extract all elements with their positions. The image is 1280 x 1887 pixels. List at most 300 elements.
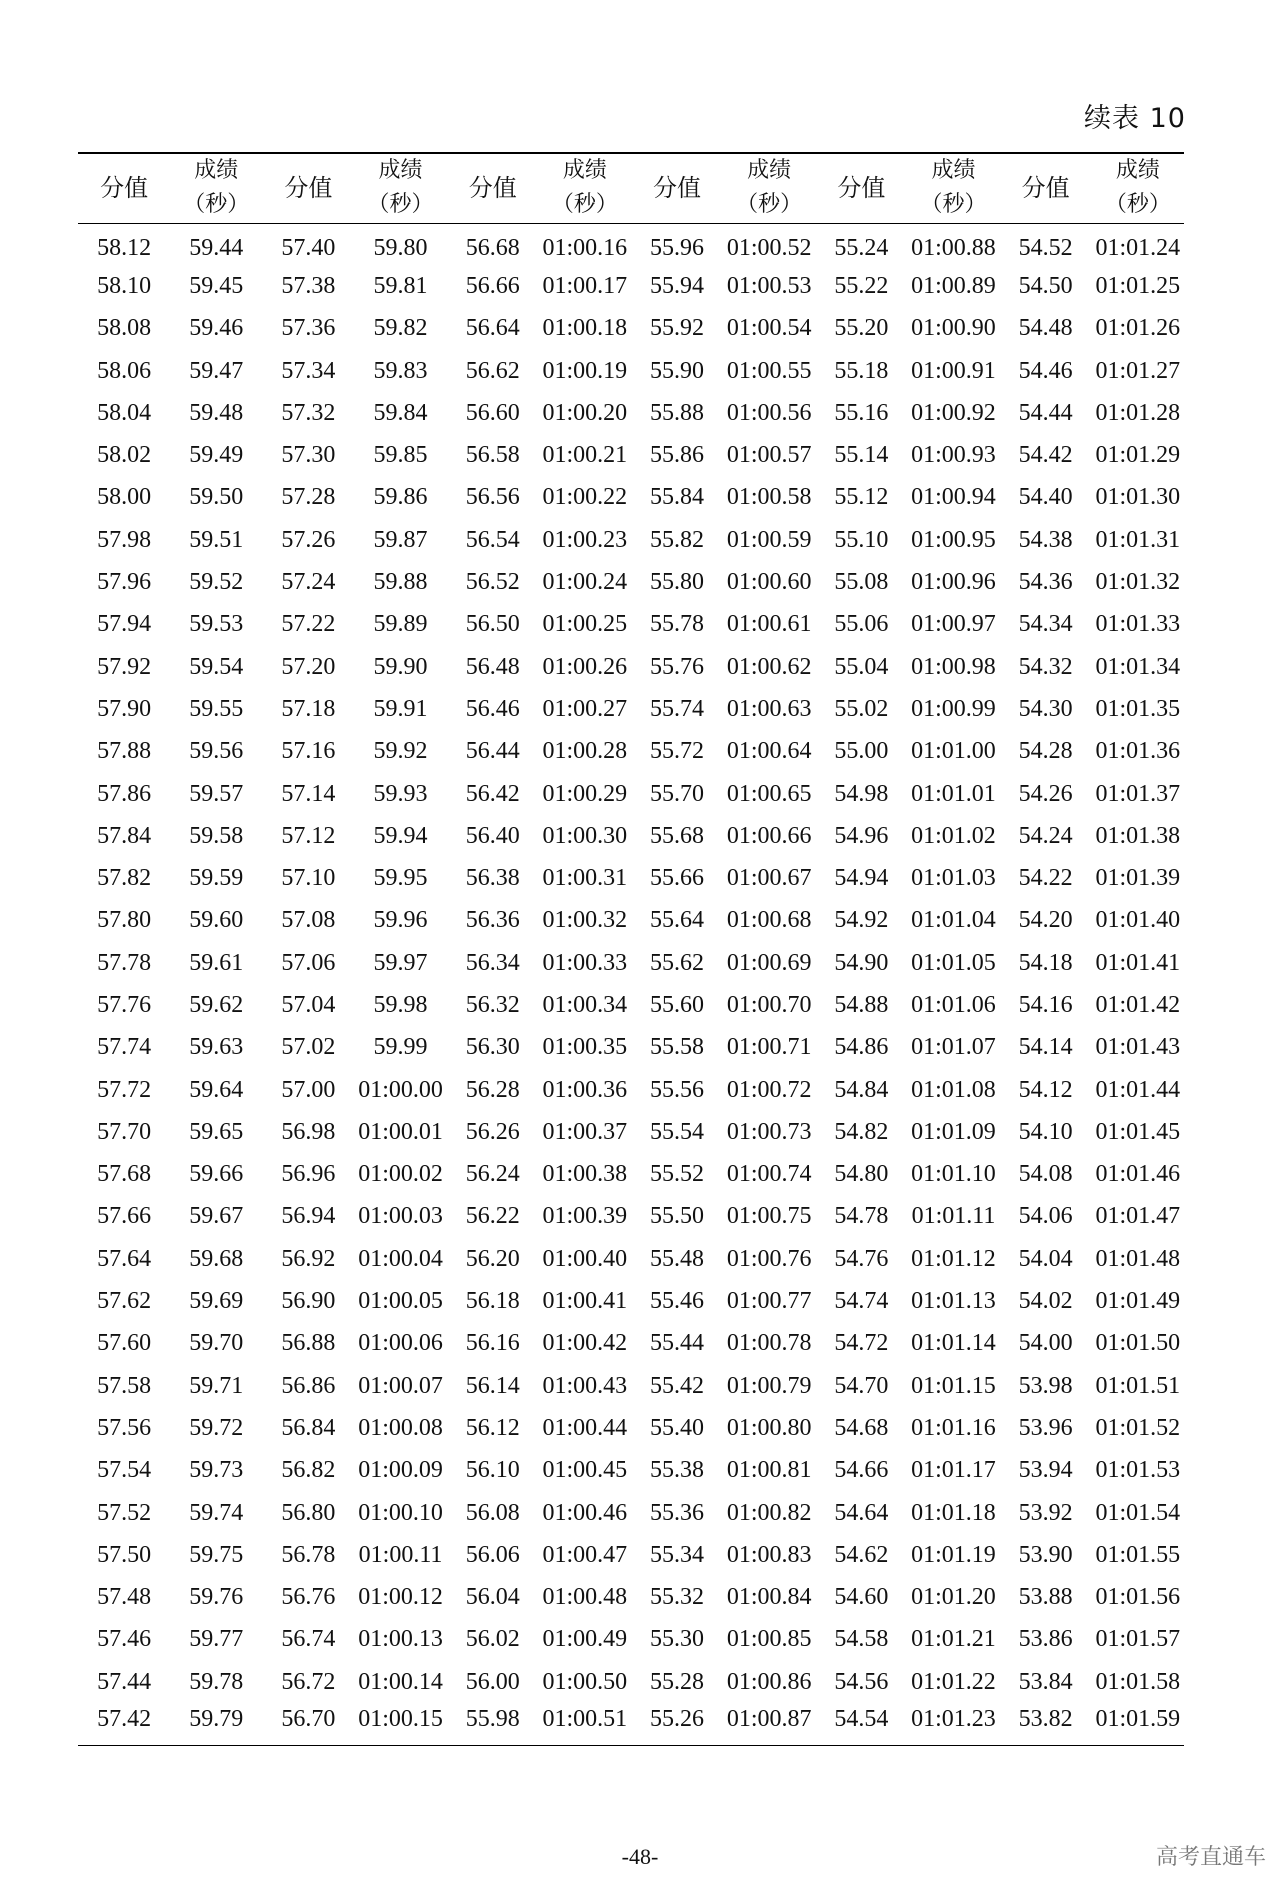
score-cell: 55.74 xyxy=(650,695,705,722)
score-cell: 54.48 xyxy=(1018,315,1073,342)
time-cell: 01:01.27 xyxy=(1095,357,1181,384)
score-cell: 55.94 xyxy=(650,272,705,299)
time-cell: 01:01.38 xyxy=(1095,822,1181,849)
time-cell: 59.52 xyxy=(189,569,244,596)
score-cell: 54.74 xyxy=(834,1288,889,1315)
time-cell: 01:00.36 xyxy=(542,1076,628,1103)
time-cell: 59.58 xyxy=(189,822,244,849)
header-score: 分值 xyxy=(631,153,723,223)
time-cell: 01:00.15 xyxy=(354,1703,446,1745)
table-row xyxy=(78,1111,1184,1153)
score-cell: 53.88 xyxy=(1018,1584,1073,1611)
score-cell: 54.86 xyxy=(834,1034,889,1061)
table-row xyxy=(78,1323,1184,1365)
score-cell: 56.34 xyxy=(465,949,520,976)
time-cell: 59.85 xyxy=(373,442,428,469)
score-cell: 54.08 xyxy=(1018,1161,1073,1188)
score-cell: 56.40 xyxy=(465,822,520,849)
score-cell: 54.70 xyxy=(834,1372,889,1399)
score-cell: 57.54 xyxy=(97,1457,152,1484)
time-cell: 01:00.62 xyxy=(726,653,812,680)
score-cell: 55.20 xyxy=(834,315,889,342)
score-cell: 55.04 xyxy=(834,653,889,680)
score-cell: 55.34 xyxy=(650,1541,705,1568)
table-row xyxy=(78,350,1184,392)
time-cell: 01:00.47 xyxy=(542,1541,628,1568)
time-cell: 59.53 xyxy=(189,611,244,638)
time-cell: 01:00.84 xyxy=(726,1584,812,1611)
time-cell: 01:00.39 xyxy=(542,1203,628,1230)
score-cell: 57.26 xyxy=(281,526,336,553)
time-cell: 01:01.05 xyxy=(911,949,996,976)
time-cell: 01:00.21 xyxy=(542,442,628,469)
score-cell: 57.44 xyxy=(97,1668,152,1695)
time-cell: 01:01.59 xyxy=(1092,1703,1184,1745)
time-cell: 01:00.23 xyxy=(542,526,628,553)
time-cell: 01:01.09 xyxy=(911,1118,996,1145)
time-cell: 01:00.93 xyxy=(911,442,996,469)
score-cell: 56.04 xyxy=(465,1584,520,1611)
score-cell: 54.66 xyxy=(834,1457,889,1484)
score-cell: 53.86 xyxy=(1018,1626,1073,1653)
time-cell: 59.93 xyxy=(373,780,428,807)
time-cell: 01:00.05 xyxy=(358,1288,443,1315)
time-cell: 01:01.55 xyxy=(1095,1541,1181,1568)
time-cell: 01:00.63 xyxy=(726,695,812,722)
score-cell: 56.70 xyxy=(262,1703,354,1745)
time-cell: 59.64 xyxy=(189,1076,244,1103)
score-cell: 56.30 xyxy=(465,1034,520,1061)
score-cell: 57.22 xyxy=(281,611,336,638)
time-cell: 01:00.61 xyxy=(726,611,812,638)
score-cell: 55.18 xyxy=(834,357,889,384)
table-row xyxy=(78,434,1184,476)
score-cell: 55.42 xyxy=(650,1372,705,1399)
score-cell: 56.14 xyxy=(465,1372,520,1399)
header-time-unit: （秒） xyxy=(183,192,250,218)
time-cell: 01:00.69 xyxy=(726,949,812,976)
time-cell: 01:00.82 xyxy=(726,1499,812,1526)
score-cell: 54.14 xyxy=(1018,1034,1073,1061)
score-cell: 56.06 xyxy=(465,1541,520,1568)
time-cell: 01:00.19 xyxy=(542,357,628,384)
time-cell: 01:01.39 xyxy=(1095,865,1181,892)
time-cell: 01:00.57 xyxy=(726,442,812,469)
time-cell: 01:01.29 xyxy=(1095,442,1181,469)
header-time-unit: （秒） xyxy=(920,192,987,218)
time-cell: 01:00.65 xyxy=(726,780,812,807)
time-cell: 59.82 xyxy=(373,315,428,342)
time-cell: 01:00.92 xyxy=(911,399,996,426)
score-cell: 54.52 xyxy=(1018,234,1073,261)
time-cell: 01:00.73 xyxy=(726,1118,812,1145)
time-cell: 01:00.02 xyxy=(358,1161,443,1188)
time-cell: 01:00.89 xyxy=(911,272,996,299)
score-cell: 55.02 xyxy=(834,695,889,722)
time-cell: 01:00.81 xyxy=(726,1457,812,1484)
score-cell: 56.68 xyxy=(465,234,520,261)
score-cell: 54.92 xyxy=(834,907,889,934)
score-cell: 55.46 xyxy=(650,1288,705,1315)
time-cell: 01:00.06 xyxy=(358,1330,443,1357)
score-cell: 55.80 xyxy=(650,569,705,596)
table-row xyxy=(78,1703,1184,1745)
time-cell: 01:00.78 xyxy=(726,1330,812,1357)
time-cell: 01:01.44 xyxy=(1095,1076,1181,1103)
score-cell: 55.84 xyxy=(650,484,705,511)
time-cell: 01:01.42 xyxy=(1095,991,1181,1018)
header-score: 分值 xyxy=(262,153,354,223)
score-cell: 54.56 xyxy=(834,1668,889,1695)
time-cell: 01:00.03 xyxy=(358,1203,443,1230)
score-cell: 57.10 xyxy=(281,865,336,892)
time-cell: 01:00.94 xyxy=(911,484,996,511)
score-cell: 55.14 xyxy=(834,442,889,469)
score-cell: 56.64 xyxy=(465,315,520,342)
score-cell: 54.90 xyxy=(834,949,889,976)
time-cell: 59.88 xyxy=(373,569,428,596)
header-score: 分值 xyxy=(815,153,907,223)
time-cell: 01:00.34 xyxy=(542,991,628,1018)
time-cell: 01:00.32 xyxy=(542,907,628,934)
time-cell: 59.97 xyxy=(373,949,428,976)
time-cell: 59.90 xyxy=(373,653,428,680)
time-cell: 01:01.26 xyxy=(1095,315,1181,342)
time-cell: 01:01.16 xyxy=(911,1414,996,1441)
time-cell: 59.84 xyxy=(373,399,428,426)
time-cell: 59.73 xyxy=(189,1457,244,1484)
time-cell: 59.49 xyxy=(189,442,244,469)
score-cell: 56.92 xyxy=(281,1245,336,1272)
header-time xyxy=(539,153,631,223)
time-cell: 01:01.13 xyxy=(911,1288,996,1315)
score-cell: 57.52 xyxy=(97,1499,152,1526)
score-cell: 54.62 xyxy=(834,1541,889,1568)
time-cell: 01:01.23 xyxy=(907,1703,999,1745)
score-cell: 57.78 xyxy=(97,949,152,976)
header-time xyxy=(1092,153,1184,223)
time-cell: 01:00.85 xyxy=(726,1626,812,1653)
time-cell: 01:00.87 xyxy=(723,1703,815,1745)
time-cell: 01:00.54 xyxy=(726,315,812,342)
header-time xyxy=(907,153,999,223)
score-cell: 57.92 xyxy=(97,653,152,680)
score-cell: 55.82 xyxy=(650,526,705,553)
time-cell: 01:00.20 xyxy=(542,399,628,426)
table-row xyxy=(78,519,1184,561)
score-cell: 56.82 xyxy=(281,1457,336,1484)
header-time-unit: （秒） xyxy=(551,192,618,218)
score-cell: 57.62 xyxy=(97,1288,152,1315)
score-cell: 54.40 xyxy=(1018,484,1073,511)
score-cell: 55.78 xyxy=(650,611,705,638)
score-cell: 54.94 xyxy=(834,865,889,892)
score-cell: 57.90 xyxy=(97,695,152,722)
score-cell: 53.84 xyxy=(1018,1668,1073,1695)
score-cell: 54.68 xyxy=(834,1414,889,1441)
time-cell: 01:01.10 xyxy=(911,1161,996,1188)
table-row xyxy=(78,1577,1184,1619)
score-cell: 55.22 xyxy=(834,272,889,299)
score-cell: 56.88 xyxy=(281,1330,336,1357)
score-cell: 57.06 xyxy=(281,949,336,976)
time-cell: 01:01.03 xyxy=(911,865,996,892)
time-cell: 01:00.44 xyxy=(542,1414,628,1441)
time-cell: 01:00.26 xyxy=(542,653,628,680)
table-row xyxy=(78,561,1184,603)
time-cell: 01:00.58 xyxy=(726,484,812,511)
time-cell: 01:00.08 xyxy=(358,1414,443,1441)
score-cell: 56.36 xyxy=(465,907,520,934)
score-cell: 57.46 xyxy=(97,1626,152,1653)
time-cell: 01:00.52 xyxy=(726,234,812,261)
score-cell: 54.82 xyxy=(834,1118,889,1145)
score-cell: 55.30 xyxy=(650,1626,705,1653)
score-cell: 56.66 xyxy=(465,272,520,299)
time-cell: 01:00.71 xyxy=(726,1034,812,1061)
score-cell: 54.58 xyxy=(834,1626,889,1653)
header-score: 分值 xyxy=(78,153,170,223)
score-cell: 58.08 xyxy=(97,315,152,342)
score-cell: 56.96 xyxy=(281,1161,336,1188)
time-cell: 01:00.59 xyxy=(726,526,812,553)
score-cell: 56.16 xyxy=(465,1330,520,1357)
score-cell: 58.12 xyxy=(97,234,152,261)
time-cell: 59.57 xyxy=(189,780,244,807)
score-cell: 57.58 xyxy=(97,1372,152,1399)
time-cell: 01:00.66 xyxy=(726,822,812,849)
header-score: 分值 xyxy=(447,153,539,223)
score-cell: 56.02 xyxy=(465,1626,520,1653)
time-cell: 01:00.24 xyxy=(542,569,628,596)
time-cell: 01:00.74 xyxy=(726,1161,812,1188)
score-cell: 53.94 xyxy=(1018,1457,1073,1484)
time-cell: 59.77 xyxy=(189,1626,244,1653)
time-cell: 59.56 xyxy=(189,738,244,765)
score-cell: 57.32 xyxy=(281,399,336,426)
time-cell: 59.99 xyxy=(373,1034,428,1061)
time-cell: 59.74 xyxy=(189,1499,244,1526)
time-cell: 01:00.25 xyxy=(542,611,628,638)
score-cell: 56.72 xyxy=(281,1668,336,1695)
time-cell: 59.63 xyxy=(189,1034,244,1061)
score-cell: 56.12 xyxy=(465,1414,520,1441)
time-cell: 01:00.56 xyxy=(726,399,812,426)
score-cell: 54.10 xyxy=(1018,1118,1073,1145)
table-row xyxy=(78,646,1184,688)
score-cell: 56.18 xyxy=(465,1288,520,1315)
table-row xyxy=(78,1196,1184,1238)
header-time-label: 成绩 xyxy=(931,158,976,184)
time-cell: 59.69 xyxy=(189,1288,244,1315)
time-cell: 01:01.37 xyxy=(1095,780,1181,807)
time-cell: 01:00.98 xyxy=(911,653,996,680)
time-cell: 01:00.33 xyxy=(542,949,628,976)
score-cell: 57.94 xyxy=(97,611,152,638)
score-cell: 54.22 xyxy=(1018,865,1073,892)
score-cell: 54.30 xyxy=(1018,695,1073,722)
score-cell: 57.60 xyxy=(97,1330,152,1357)
time-cell: 01:00.22 xyxy=(542,484,628,511)
time-cell: 59.51 xyxy=(189,526,244,553)
time-cell: 59.44 xyxy=(189,234,244,261)
table-row xyxy=(78,1661,1184,1703)
time-cell: 01:00.80 xyxy=(726,1414,812,1441)
score-cell: 54.72 xyxy=(834,1330,889,1357)
time-cell: 01:01.20 xyxy=(911,1584,996,1611)
score-cell: 54.32 xyxy=(1018,653,1073,680)
table-row xyxy=(78,900,1184,942)
time-cell: 59.70 xyxy=(189,1330,244,1357)
time-cell: 01:01.08 xyxy=(911,1076,996,1103)
score-cell: 57.36 xyxy=(281,315,336,342)
score-cell: 53.98 xyxy=(1018,1372,1073,1399)
header-time-unit: （秒） xyxy=(367,192,434,218)
score-cell: 57.08 xyxy=(281,907,336,934)
time-cell: 59.79 xyxy=(170,1703,262,1745)
table-row xyxy=(78,1619,1184,1661)
time-cell: 59.92 xyxy=(373,738,428,765)
time-cell: 01:01.34 xyxy=(1095,653,1181,680)
time-cell: 01:00.96 xyxy=(911,569,996,596)
time-cell: 01:00.86 xyxy=(726,1668,812,1695)
time-cell: 01:00.49 xyxy=(542,1626,628,1653)
score-cell: 54.64 xyxy=(834,1499,889,1526)
time-cell: 01:01.30 xyxy=(1095,484,1181,511)
score-cell: 55.96 xyxy=(650,234,705,261)
score-cell: 56.78 xyxy=(281,1541,336,1568)
score-cell: 56.62 xyxy=(465,357,520,384)
score-cell: 56.48 xyxy=(465,653,520,680)
time-cell: 01:00.72 xyxy=(726,1076,812,1103)
table-row xyxy=(78,308,1184,350)
score-cell: 56.90 xyxy=(281,1288,336,1315)
time-cell: 01:00.07 xyxy=(358,1372,443,1399)
time-cell: 01:00.70 xyxy=(726,991,812,1018)
score-cell: 57.12 xyxy=(281,822,336,849)
time-cell: 01:01.33 xyxy=(1095,611,1181,638)
score-cell: 55.66 xyxy=(650,865,705,892)
time-cell: 01:00.97 xyxy=(911,611,996,638)
table-row xyxy=(78,1407,1184,1449)
score-cell: 57.70 xyxy=(97,1118,152,1145)
score-cell: 55.10 xyxy=(834,526,889,553)
header-time-label: 成绩 xyxy=(747,158,792,184)
time-cell: 59.68 xyxy=(189,1245,244,1272)
time-cell: 01:00.79 xyxy=(726,1372,812,1399)
time-cell: 01:01.36 xyxy=(1095,738,1181,765)
table-row xyxy=(78,773,1184,815)
score-cell: 57.28 xyxy=(281,484,336,511)
time-cell: 01:00.90 xyxy=(911,315,996,342)
score-cell: 56.80 xyxy=(281,1499,336,1526)
time-cell: 01:00.60 xyxy=(726,569,812,596)
table-row xyxy=(78,1492,1184,1534)
time-cell: 59.62 xyxy=(189,991,244,1018)
time-cell: 01:00.48 xyxy=(542,1584,628,1611)
score-cell: 55.32 xyxy=(650,1584,705,1611)
time-cell: 59.87 xyxy=(373,526,428,553)
time-cell: 59.98 xyxy=(373,991,428,1018)
time-cell: 59.67 xyxy=(189,1203,244,1230)
table-row xyxy=(78,265,1184,307)
score-cell: 56.86 xyxy=(281,1372,336,1399)
table-row xyxy=(78,1280,1184,1322)
table-row xyxy=(78,1534,1184,1576)
time-cell: 59.91 xyxy=(373,695,428,722)
score-cell: 57.96 xyxy=(97,569,152,596)
score-cell: 57.76 xyxy=(97,991,152,1018)
score-cell: 54.42 xyxy=(1018,442,1073,469)
time-cell: 01:01.52 xyxy=(1095,1414,1181,1441)
header-time-label: 成绩 xyxy=(378,158,423,184)
time-cell: 01:01.54 xyxy=(1095,1499,1181,1526)
score-cell: 58.00 xyxy=(97,484,152,511)
time-cell: 01:00.68 xyxy=(726,907,812,934)
score-cell: 54.50 xyxy=(1018,272,1073,299)
time-cell: 59.75 xyxy=(189,1541,244,1568)
table-row xyxy=(78,815,1184,857)
score-cell: 56.28 xyxy=(465,1076,520,1103)
header-time-unit: （秒） xyxy=(736,192,803,218)
time-cell: 59.55 xyxy=(189,695,244,722)
score-cell: 55.28 xyxy=(650,1668,705,1695)
score-cell: 57.20 xyxy=(281,653,336,680)
time-cell: 59.45 xyxy=(189,272,244,299)
score-cell: 56.22 xyxy=(465,1203,520,1230)
header-time-unit: （秒） xyxy=(1104,192,1171,218)
score-cell: 55.92 xyxy=(650,315,705,342)
score-cell: 55.58 xyxy=(650,1034,705,1061)
time-cell: 01:00.00 xyxy=(358,1076,443,1103)
time-cell: 01:00.43 xyxy=(542,1372,628,1399)
score-table xyxy=(78,152,1184,1746)
score-cell: 54.54 xyxy=(815,1703,907,1745)
time-cell: 01:00.51 xyxy=(539,1703,631,1745)
time-cell: 01:01.01 xyxy=(911,780,996,807)
score-cell: 57.86 xyxy=(97,780,152,807)
score-cell: 54.36 xyxy=(1018,569,1073,596)
score-cell: 56.76 xyxy=(281,1584,336,1611)
table-body xyxy=(78,223,1184,1746)
time-cell: 01:00.18 xyxy=(542,315,628,342)
table-caption: 续表 10 xyxy=(1084,103,1186,134)
time-cell: 01:01.41 xyxy=(1095,949,1181,976)
table-row xyxy=(78,604,1184,646)
score-cell: 58.02 xyxy=(97,442,152,469)
time-cell: 01:01.22 xyxy=(911,1668,996,1695)
time-cell: 01:00.04 xyxy=(358,1245,443,1272)
time-cell: 01:00.11 xyxy=(358,1541,443,1568)
score-cell: 55.64 xyxy=(650,907,705,934)
score-cell: 55.86 xyxy=(650,442,705,469)
score-cell: 54.44 xyxy=(1018,399,1073,426)
score-cell: 54.20 xyxy=(1018,907,1073,934)
score-cell: 54.24 xyxy=(1018,822,1073,849)
score-cell: 54.26 xyxy=(1018,780,1073,807)
time-cell: 01:01.15 xyxy=(911,1372,996,1399)
table-row xyxy=(78,477,1184,519)
score-cell: 57.38 xyxy=(281,272,336,299)
time-cell: 01:01.46 xyxy=(1095,1161,1181,1188)
time-cell: 59.94 xyxy=(373,822,428,849)
time-cell: 01:00.01 xyxy=(358,1118,443,1145)
score-cell: 56.42 xyxy=(465,780,520,807)
time-cell: 59.81 xyxy=(373,272,428,299)
time-cell: 01:00.64 xyxy=(726,738,812,765)
score-cell: 57.56 xyxy=(97,1414,152,1441)
time-cell: 01:01.48 xyxy=(1095,1245,1181,1272)
